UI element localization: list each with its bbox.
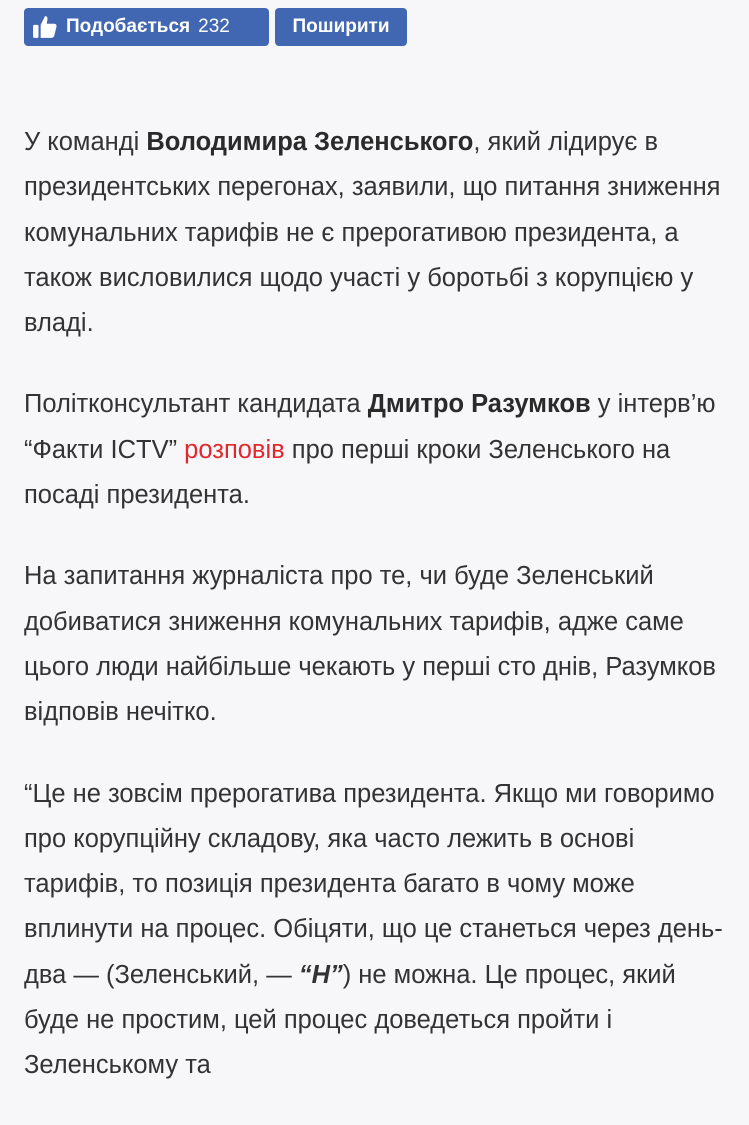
paragraph-4-text-b: ) не можна. Це процес, який буде не простим, цей процес доведеться пройти і Зеленському та: [24, 960, 676, 1080]
share-button-label: Поширити: [292, 16, 390, 37]
paragraph-2-text-b: у інтерв’ю “Факти ICTV”: [24, 390, 716, 464]
paragraph-1: [24, 120, 724, 346]
share-button[interactable]: [275, 8, 407, 46]
name-razumkov: Дмитро Разумков: [367, 390, 591, 419]
paragraph-1-text-a: У команді: [24, 128, 147, 156]
like-button-label: Подобається: [66, 16, 191, 37]
paragraph-2-text-c: про перші кроки Зеленського на посаді президента.: [24, 435, 671, 510]
like-count: 232: [198, 16, 230, 37]
paragraph-2-text-a: Політконсультант кандидата: [24, 390, 368, 419]
article-body: [24, 120, 724, 1125]
paragraph-4-text-a: “Це не зовсім прерогатива президента. Якщо ми говоримо про корупційну складову, яка часто лежить в основі тарифів, то позиція президента багато в чому може вплинути на процес. Обіцяти, що це станеться через день-два — (Зеленський, —: [24, 779, 723, 989]
quote-abbreviation: “Н”: [298, 960, 343, 989]
name-zelensky: Володимира Зеленського: [146, 128, 474, 156]
paragraph-2: [24, 382, 724, 518]
thumbs-up-icon: [32, 14, 58, 40]
like-button[interactable]: [24, 8, 269, 46]
paragraph-1-text-b: , який лідирує в президентських перегонах, заявили, що питання зниження комунальних тарифів не є прерогативою президента, а також висловилися щодо участі у боротьбі з корупцією у владі.: [24, 128, 721, 338]
paragraph-3-text: На запитання журналіста про те, чи буде Зеленський добиватися зниження комунальних тарифів, адже саме цього люди найбільше чекають у перші сто днів, Разумков відповів нечітко.: [24, 562, 716, 727]
paragraph-4: [24, 772, 724, 1089]
paragraph-3: [24, 554, 724, 735]
source-link[interactable]: розповів: [184, 435, 285, 464]
social-buttons-bar: [24, 8, 407, 46]
